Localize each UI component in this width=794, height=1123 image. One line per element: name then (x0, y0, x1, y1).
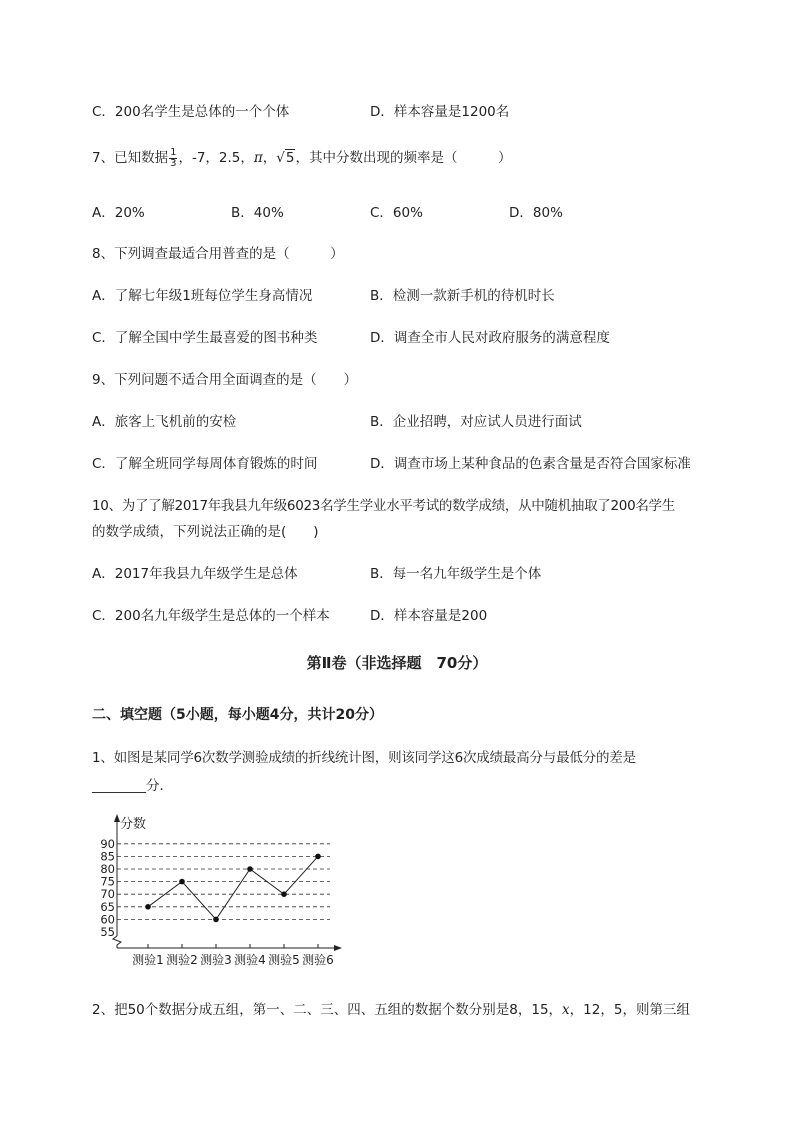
y-axis-label: 分数 (120, 817, 147, 832)
q6-option-c: C．200名学生是总体的一个个体 (92, 104, 290, 120)
data-point (247, 866, 253, 872)
y-tick-label: 70 (100, 887, 115, 902)
q8-option-b: B．检测一款新手机的待机时长 (370, 288, 555, 304)
q9-option-b: B．企业招聘，对应试人员进行面试 (370, 414, 582, 430)
q8-stem: 8、下列调查最适合用普查的是（ ） (92, 246, 344, 262)
y-tick-label: 85 (100, 849, 115, 864)
q9-stem: 9、下列问题不适合用全面调查的是（ ） (92, 372, 358, 388)
y-tick-label: 65 (100, 899, 115, 914)
q8-option-d: D．调查全市人民对政府服务的满意程度 (370, 330, 610, 346)
x-tick-label: 测验3 (200, 953, 232, 967)
q10-option-b: B．每一名九年级学生是个体 (370, 566, 542, 582)
y-tick-label: 75 (100, 874, 115, 889)
q8-option-c: C．了解全国中学生最喜爱的图书种类 (92, 330, 318, 346)
data-point (145, 904, 151, 910)
data-point (179, 879, 185, 885)
q7-option-a: A．20% (92, 205, 145, 221)
x-tick-label: 测验4 (234, 953, 266, 967)
fill1-stem-line1: 1、如图是某同学6次数学测验成绩的折线统计图，则该同学这6次成绩最高分与最低分的差是 (92, 750, 636, 766)
y-tick-label: 55 (100, 925, 115, 939)
line-chart (100, 812, 360, 972)
q10-option-d: D．样本容量是200 (370, 608, 488, 624)
q7-stem: 7、已知数据 $\frac{1}{3}$ ，-7，2.5，π，√5，其中分数出现的频率是（ ） (92, 146, 512, 169)
q9-option-c: C．了解全班同学每周体育锻炼的时间 (92, 456, 318, 472)
q10-option-a: A．2017年我县九年级学生是总体 (92, 566, 298, 582)
data-point (213, 917, 219, 923)
q10-option-c: C．200名九年级学生是总体的一个样本 (92, 608, 330, 624)
sqrt-expression: √5 (276, 150, 295, 166)
q8-option-a: A．了解七年级1班每位学生身高情况 (92, 288, 313, 304)
x-tick-label: 测验1 (132, 953, 164, 967)
y-tick-label: 80 (100, 862, 115, 876)
y-tick-label: 60 (100, 912, 115, 927)
pi-symbol: π (253, 150, 263, 166)
q9-option-a: A．旅客上飞机前的安检 (92, 414, 237, 430)
q10-stem-line1: 10、为了了解2017年我县九年级6023名学生学业水平考试的数学成绩，从中随机抽取了200名学生 (92, 498, 675, 514)
q7-option-d: D．80% (509, 205, 563, 221)
x-axis-arrow (334, 945, 342, 951)
q7-option-b: B．40% (231, 205, 284, 221)
q6-option-d: D．样本容量是1200名 (370, 104, 510, 120)
section2-title: 二、填空题（5小题，每小题4分，共计20分） (92, 707, 383, 723)
q7-option-c: C．60% (370, 205, 423, 221)
variable-x: x (562, 1002, 570, 1018)
series-line (148, 856, 318, 919)
q10-stem-line2: 的数学成绩，下列说法正确的是( ) (92, 524, 319, 540)
data-point (315, 854, 321, 860)
q9-option-d: D．调查市场上某种食品的色素含量是否符合国家标准 (370, 456, 691, 472)
x-tick-label: 测验5 (268, 953, 300, 967)
fill2-stem: 2、把50个数据分成五组，第一、二、三、四、五组的数据个数分别是8，15，x，12，5，则第三组 (92, 1002, 690, 1018)
y-tick-label: 90 (100, 836, 115, 851)
data-point (281, 891, 287, 897)
fraction: $\frac{1}{3}$ (170, 146, 177, 169)
x-tick-label: 测验2 (166, 953, 198, 967)
fill1-stem-line2: ________分． (92, 778, 173, 794)
part2-title: 第Ⅱ卷（非选择题 70分） (306, 654, 488, 672)
q7-prefix: 7、已知数据 (92, 150, 169, 166)
x-tick-label: 测验6 (302, 953, 334, 967)
